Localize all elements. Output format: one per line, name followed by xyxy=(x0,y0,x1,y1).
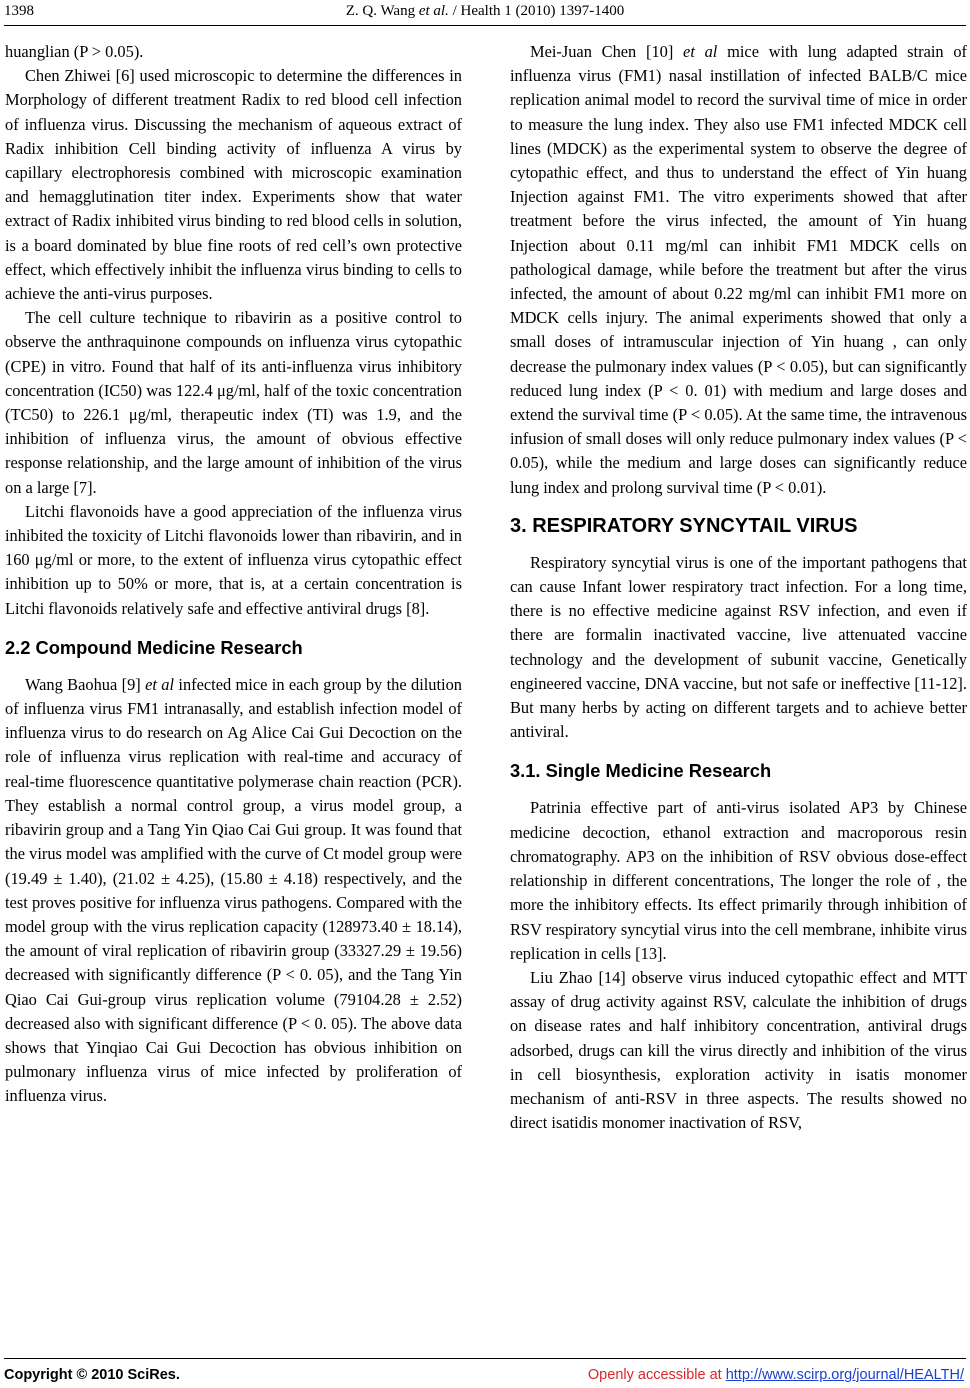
paragraph xyxy=(5,673,462,1109)
paragraph: Chen Zhiwei [6] used microscopic to determine the differences in Morphology of different treatment Radix to red blood cell infection of influenza virus. Discussing the mechanism of aqueous extract of Radix inhibition Cell binding activity of influenza A virus by capillary electrophoresis combined with microscopic examination and hemagglutination titer index. Experiments show that water extract of Radix inhibited virus binding to red blood cells in solution, is a board dominated by blue fine roots of red cell’s own protective effect, which effectively inhibit the influenza virus binding to cells to achieve the anti-virus purposes. xyxy=(5,66,462,304)
section-heading-3: 3. RESPIRATORY SYNCYTAIL VIRUS xyxy=(510,514,858,537)
text-run: Wang Baohua [9] xyxy=(25,674,146,694)
page-number: 1398 xyxy=(4,3,34,19)
copyright-notice: Copyright © 2010 SciRes. xyxy=(4,1367,180,1383)
text-run: Mei-Juan Chen [10] xyxy=(530,42,684,61)
left-column xyxy=(5,40,462,1109)
paragraph: Liu Zhao [14] observe virus induced cytopathic effect and MTT assay of drug activity against RSV, calculate the inhibition of drugs on disease rates and half inhibitory concentration, antiviral drugs adsorbed, drugs can kill the virus directly and inhibition of the virus in cell biosynthesis, exploration activity in isatis monomer mechanism of anti-RSV in three aspects. The results showed no direct isatidis monomer inactivation of RSV, xyxy=(510,967,967,1133)
header-divider xyxy=(4,25,966,26)
page-header xyxy=(0,3,970,23)
page-footer xyxy=(0,1367,970,1387)
footer-divider xyxy=(4,1358,966,1359)
journal-link[interactable]: http://www.scirp.org/journal/HEALTH/ xyxy=(725,1367,964,1383)
running-title xyxy=(0,3,970,20)
open-access-notice xyxy=(588,1367,964,1383)
running-title-etal: et al. xyxy=(418,3,449,19)
paragraph xyxy=(510,40,967,500)
running-title-journal: / Health 1 (2010) 1397-1400 xyxy=(448,3,625,19)
open-access-label: Openly accessible at xyxy=(587,1367,726,1383)
paragraph: huanglian (P > 0.05). xyxy=(5,42,144,61)
text-run-italic: et al xyxy=(683,42,718,61)
right-column xyxy=(510,40,967,1135)
section-heading-3-1: 3.1. Single Medicine Research xyxy=(510,760,772,782)
text-run-italic: et al xyxy=(145,674,175,694)
paragraph: The cell culture technique to ribavirin as a positive control to observe the anthraquinone compounds on influenza virus cytopathic (CPE) in vitro. Found that half of its anti-influenza virus inhibitory concentration (IC50) was 122.4 μg/ml, half of the toxic concentration (TC50) to 226.1 μg/ml, therapeutic index (TI) was 1.9, and the inhibition of influenza virus, the amount of obvious effective response relationship, and the large amount of inhibition of the virus on a large [7]. xyxy=(5,308,462,497)
running-title-authors: Z. Q. Wang xyxy=(345,3,419,19)
paragraph: Respiratory syncytial virus is one of the important pathogens that can cause Infant lower respiratory tract infection. For a long time, there is no effective medicine against RSV infection, and even if there are formalin inactivated vaccine, live attenuated vaccine technology and the development of subunit vaccine, Genetically engineered vaccine, DNA vaccine, but not safe or ineffective [11-12]. But many herbs by acting on different targets and to achieve better antiviral. xyxy=(510,552,967,742)
paragraph: Litchi flavonoids have a good appreciation of the influenza virus inhibited the toxicity of Litchi flavonoids lower than ribavirin, and in 160 μg/ml or more, to the extent of influenza virus cytopathic effect inhibition up to 50% or more, that is, at a certain concentration is Litchi flavonoids relatively safe and effective antiviral drugs [8]. xyxy=(5,501,462,618)
paragraph: Patrinia effective part of anti-virus isolated AP3 by Chinese medicine decoction, ethanol extraction and macroporous resin chromatography. AP3 on the inhibition of RSV obvious dose-effect relationship in different concentrations, The longer the role of , the more the inhibitory effects. Its effect primarily through inhibition of RSV respiratory syncytial virus into the cell membrane, inhibite virus replication in cells [13]. xyxy=(510,798,967,963)
text-run: infected mice in each group by the dilution of influenza virus FM1 intranasally, and establish infection model of influenza virus to do research on Ag Alice Cai Gui Decoction on the role of influenza virus replication with real-time and accuracy of real-time fluorescence quantitative polymerase chain reaction (PCR). They establish a normal control group, a virus model group, a ribavirin group and a Tang Yin Qiao Cai Gui group. It was found that the virus model was amplified with the curve of Ct model group were (19.49 ± 1.40), (21.02 ± 4.25), (15.80 ± 4.18) respectively, and the test proves positive for influenza virus pathogens. Compared with the model group with the virus replication capacity (128973.40 ± 18.14), the amount of viral replication of ribavirin group (33327.29 ± 19.56) decreased with significantly difference (P < 0. 05), and the Tang Yin Qiao Cai Gui-group virus replication volume (79104.28 ± 2.52) decreased also with significant difference (P < 0. 05). The above data shows that Yinqiao Cai Gui Decoction has obvious inhibition on pulmonary influenza virus of mice infected by proliferation of influenza virus. xyxy=(5,674,463,1106)
text-run: mice with lung adapted strain of influenza virus (FM1) nasal instillation of infected BALB/C mice replication animal model to record the survival time of mice in order to measure the lung index. They also use FM1 infected MDCK cell lines (MDCK) as the experimental system to observe the degree of cytopathic effect, and thus to understand the effect of Yin huang Injection against FM1. The vitro experiments showed that after treatment before the virus infected, the amount of Yin huang Injection about 0.11 mg/ml can inhibit FM1 MDCK cells on pathological damage, while before the treatment but after the virus infected, the amount of about 0.22 mg/ml can inhibit FM1 more on MDCK cells injury. The animal experiments showed that only a small doses of intramuscular injection of Yin huang , can only decrease the pulmonary index values (P < 0.05), but can significantly reduced lung index (P < 0. 01) with medium and large doses and extend the survival time (P < 0.05). At the same time, the intravenous infusion of small doses will only reduce pulmonary index values (P < 0.05), while the medium and large doses can significantly reduce lung index and prolong survival time (P < 0.01). xyxy=(510,42,967,497)
section-heading-2-2: 2.2 Compound Medicine Research xyxy=(5,636,303,658)
